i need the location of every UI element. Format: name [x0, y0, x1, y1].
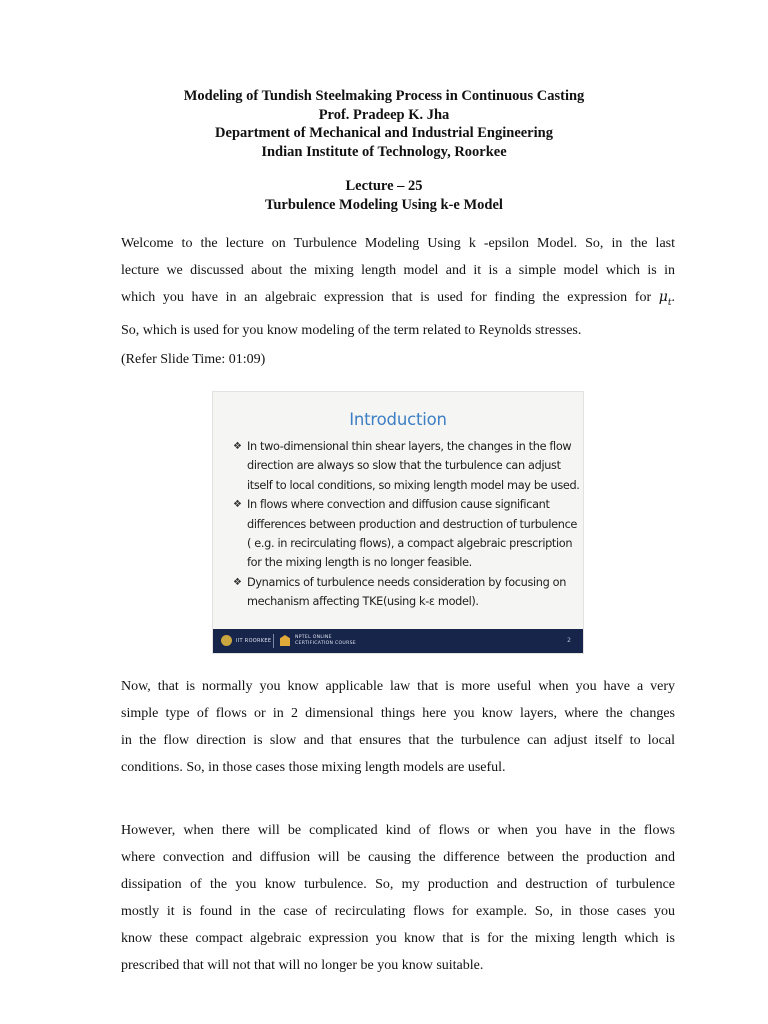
lecture-number: Lecture – 25: [345, 178, 423, 194]
slide-footer-bar: [213, 629, 583, 653]
department-name: Department of Mechanical and Industrial Engineering: [215, 125, 553, 141]
paragraph-applicability: [121, 673, 675, 781]
paragraph-intro: [121, 230, 675, 344]
paragraph-line: Now, that is normally you know applicable law that is more useful when you have a very: [121, 679, 675, 694]
paragraph-line: which you have in an algebraic expression that is used for finding the expression for $\mu_t$.: [121, 289, 676, 308]
footer-right-text: NPTEL ONLINE CERTIFICATION COURSE: [295, 635, 356, 646]
diamond-bullet-icon: ❖: [233, 576, 242, 588]
lecture-title: Turbulence Modeling Using k-e Model: [265, 196, 503, 213]
iit-roorkee-logo-icon: [221, 635, 232, 646]
slide-bullet: ❖ In flows where convection and diffusion cause significant differences between production and destruction of turbulence ( e.g. in recirculating flows), a compact algebraic prescription for the mixing length is no longer feasible.: [233, 495, 578, 573]
slide-page-number: 2: [567, 637, 571, 644]
paragraph-line: where convection and diffusion will be causing the difference between the production and: [121, 850, 675, 865]
lecture-slide: [212, 391, 584, 654]
paragraph-line: dissipation of the you know turbulence. So, my production and destruction of turbulence: [121, 877, 675, 892]
paragraph-line: prescribed that will not that will no longer be you know suitable.: [121, 958, 484, 973]
institute-name: Indian Institute of Technology, Roorkee: [261, 143, 507, 160]
paragraph-complicated-flows: [121, 817, 675, 979]
slide-bullet: ❖ Dynamics of turbulence needs consideration by focusing on mechanism affecting TKE(using k-ε model).: [233, 573, 578, 612]
paragraph-line: lecture we discussed about the mixing length model and it is a simple model which is in: [121, 263, 675, 278]
course-title: Modeling of Tundish Steelmaking Process in Continuous Casting: [183, 88, 585, 104]
paragraph-line-text: which you have in an algebraic expression that is used for finding the expression for: [121, 290, 652, 305]
paragraph-line: know these compact algebraic expression you know that is for the mixing length which is: [121, 931, 675, 946]
paragraph-line: However, when there will be complicated kind of flows or when you have in the flows: [121, 823, 675, 838]
paragraph-line: simple type of flows or in 2 dimensional things here you know layers, where the changes: [121, 706, 675, 721]
footer-divider: [273, 634, 274, 648]
paragraph-line: mostly it is found in the case of recirculating flows for example. So, in those cases you: [121, 904, 675, 919]
nptel-logo-icon: [280, 635, 290, 646]
paragraph-line: Welcome to the lecture on Turbulence Modeling Using k -epsilon Model. So, in the last: [121, 236, 675, 251]
paragraph-line: So, which is used for you know modeling of the term related to Reynolds stresses.: [121, 322, 582, 338]
slide-bullet-list: [233, 437, 578, 612]
slide-bullet: ❖ In two-dimensional thin shear layers, the changes in the flow direction are always so slow that the turbulence can adjust itself to local conditions, so mixing length model may be used.: [233, 437, 578, 495]
footer-left-text: IIT ROORKEE: [236, 638, 272, 644]
document-header: [0, 87, 768, 214]
professor-name: Prof. Pradeep K. Jha: [318, 106, 450, 123]
mu-t-symbol: $\mu_t$: [658, 289, 672, 308]
refer-slide-time: (Refer Slide Time: 01:09): [121, 352, 266, 367]
slide-title: Introduction: [349, 410, 447, 429]
paragraph-line: in the flow direction is slow and that ensures that the turbulence can adjust itself to local: [121, 733, 675, 748]
paragraph-line: conditions. So, in those cases those mixing length models are useful.: [121, 760, 506, 775]
diamond-bullet-icon: ❖: [233, 499, 242, 511]
header-gap: [0, 161, 768, 177]
diamond-bullet-icon: ❖: [233, 441, 242, 452]
